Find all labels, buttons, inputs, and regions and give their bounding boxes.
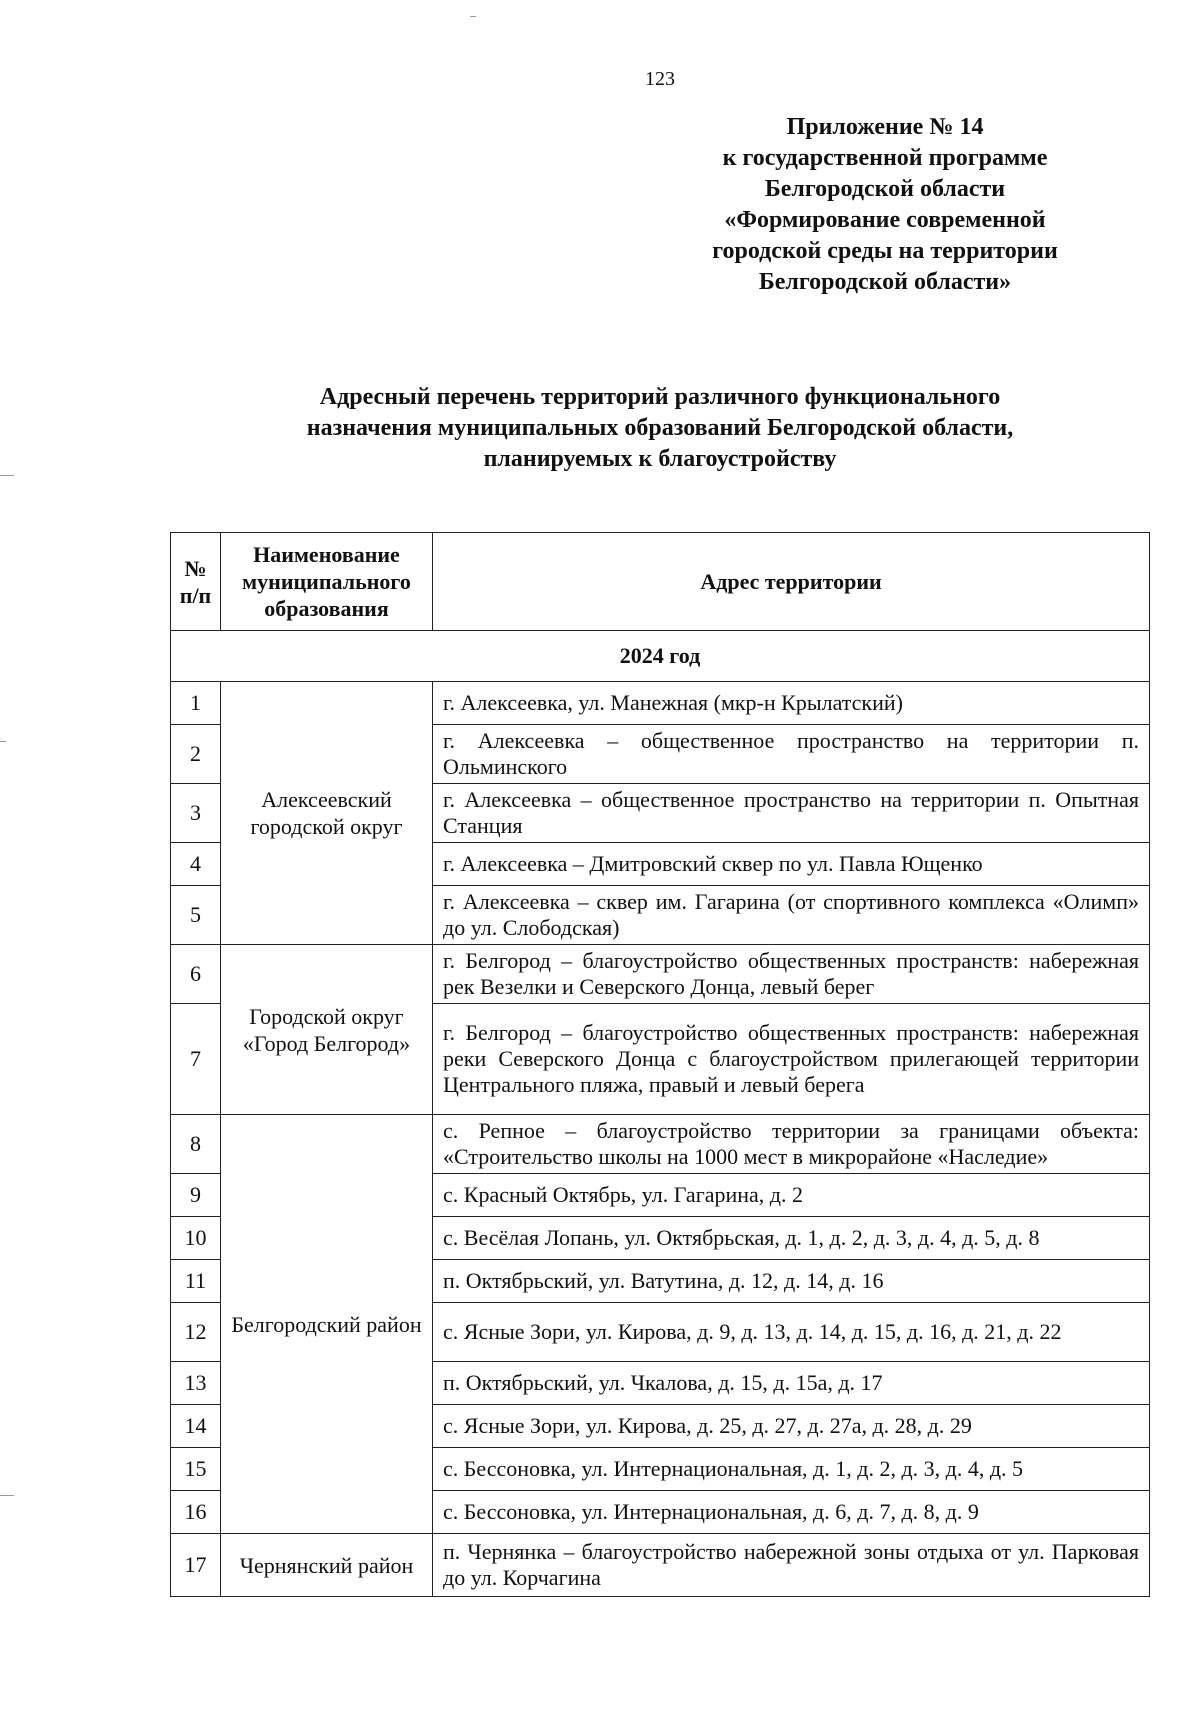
appendix-line: городской среды на территории [712, 238, 1058, 264]
row-address: г. Алексеевка – общественное пространство на территории п. Ольминского [433, 725, 1150, 784]
row-address: с. Ясные Зори, ул. Кирова, д. 9, д. 13, д. 14, д. 15, д. 16, д. 21, д. 22 [433, 1303, 1150, 1362]
row-address: г. Алексеевка – сквер им. Гагарина (от спортивного комплекса «Олимп» до ул. Слободская) [433, 886, 1150, 945]
row-address: п. Октябрьский, ул. Ватутина, д. 12, д. 14, д. 16 [433, 1260, 1150, 1303]
row-num: 5 [171, 886, 221, 945]
municipality-cell: Белгородский район [221, 1115, 433, 1534]
row-address: с. Репное – благоустройство территории за границами объекта: «Строительство школы на 1000 мест в микрорайоне «Наследие» [433, 1115, 1150, 1174]
row-num: 12 [171, 1303, 221, 1362]
row-num: 7 [171, 1004, 221, 1115]
row-address: с. Красный Октябрь, ул. Гагарина, д. 2 [433, 1174, 1150, 1217]
header-num: № п/п [171, 533, 221, 631]
table-header-row [171, 533, 1150, 631]
year-row [171, 631, 1150, 682]
row-num: 11 [171, 1260, 221, 1303]
title-line: планируемых к благоустройству [483, 446, 837, 472]
appendix-line: Приложение № 14 [786, 114, 984, 140]
row-num: 15 [171, 1448, 221, 1491]
row-num: 6 [171, 945, 221, 1004]
row-num: 4 [171, 843, 221, 886]
address-table [170, 532, 1150, 1597]
scan-mark [470, 16, 476, 17]
row-num: 9 [171, 1174, 221, 1217]
scan-mark [0, 1495, 14, 1496]
row-num: 17 [171, 1534, 221, 1597]
row-address: г. Алексеевка – общественное пространство на территории п. Опытная Станция [433, 784, 1150, 843]
row-num: 16 [171, 1491, 221, 1534]
row-address: г. Алексеевка, ул. Манежная (мкр-н Крылатский) [433, 682, 1150, 725]
appendix-line: Белгородской области» [758, 269, 1012, 295]
appendix-line: к государственной программе [722, 145, 1048, 171]
appendix-line: «Формирование современной [724, 207, 1046, 233]
row-num: 3 [171, 784, 221, 843]
row-num: 2 [171, 725, 221, 784]
row-address: с. Весёлая Лопань, ул. Октябрьская, д. 1, д. 2, д. 3, д. 4, д. 5, д. 8 [433, 1217, 1150, 1260]
municipality-cell: Алексеевский городской округ [221, 682, 433, 945]
document-title [170, 382, 1150, 475]
row-num: 10 [171, 1217, 221, 1260]
row-num: 8 [171, 1115, 221, 1174]
table-row [171, 945, 1150, 1004]
header-address: Адрес территории [433, 533, 1150, 631]
row-num: 1 [171, 682, 221, 725]
row-address: г. Алексеевка – Дмитровский сквер по ул. Павла Ющенко [433, 843, 1150, 886]
table-row [171, 1534, 1150, 1597]
row-address: г. Белгород – благоустройство общественных пространств: набережная рек Везелки и Северского Донца, левый берег [433, 945, 1150, 1004]
header-municipality: Наименование муниципального образования [221, 533, 433, 631]
scan-mark [0, 475, 14, 476]
table-row [171, 682, 1150, 725]
title-line: назначения муниципальных образований Белгородской области, [306, 415, 1014, 441]
appendix-line: Белгородской области [764, 176, 1006, 202]
row-address: г. Белгород – благоустройство общественных пространств: набережная реки Северского Донца с благоустройством прилегающей территории Центрального пляжа, правый и левый берега [433, 1004, 1150, 1115]
year-label: 2024 год [171, 631, 1150, 682]
row-num: 13 [171, 1362, 221, 1405]
page-number: 123 [645, 68, 675, 90]
row-address: с. Ясные Зори, ул. Кирова, д. 25, д. 27, д. 27а, д. 28, д. 29 [433, 1405, 1150, 1448]
municipality-cell: Городской округ «Город Белгород» [221, 945, 433, 1115]
row-address: п. Октябрьский, ул. Чкалова, д. 15, д. 15а, д. 17 [433, 1362, 1150, 1405]
appendix-header [650, 112, 1120, 298]
row-address: с. Бессоновка, ул. Интернациональная, д. 6, д. 7, д. 8, д. 9 [433, 1491, 1150, 1534]
municipality-cell: Чернянский район [221, 1534, 433, 1597]
scan-mark [0, 741, 6, 742]
row-address: с. Бессоновка, ул. Интернациональная, д. 1, д. 2, д. 3, д. 4, д. 5 [433, 1448, 1150, 1491]
row-num: 14 [171, 1405, 221, 1448]
row-address: п. Чернянка – благоустройство набережной зоны отдыха от ул. Парковая до ул. Корчагина [433, 1534, 1150, 1597]
title-line: Адресный перечень территорий различного функционального [319, 384, 1001, 410]
table-row [171, 1115, 1150, 1174]
